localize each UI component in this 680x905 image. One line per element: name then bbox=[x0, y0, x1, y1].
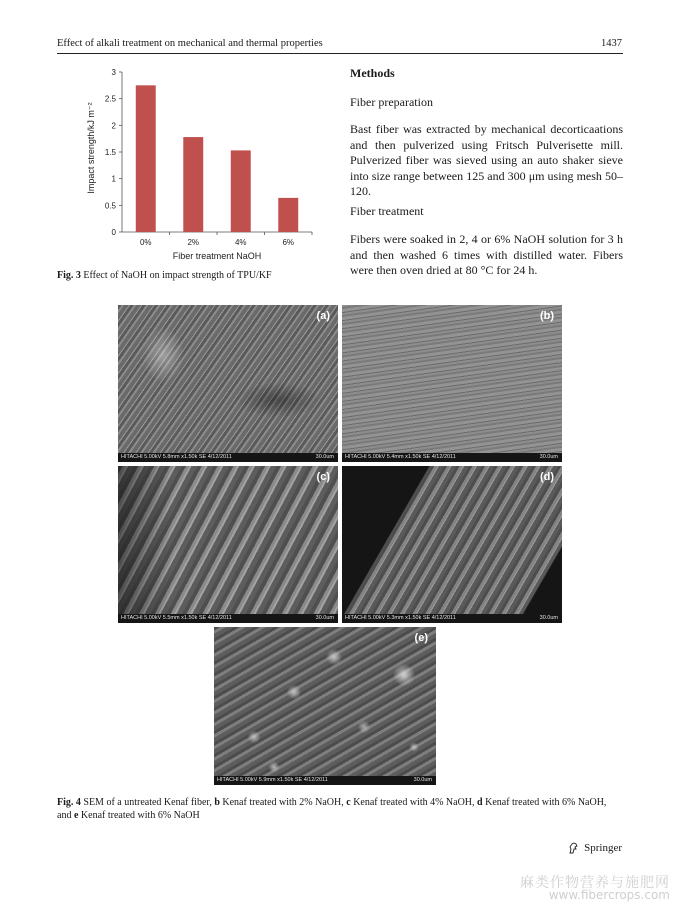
chart-x-axis-label: Fiber treatment NaOH bbox=[172, 251, 262, 261]
panel-tag-d: (d) bbox=[539, 471, 554, 483]
impact-strength-bar-chart bbox=[78, 62, 318, 267]
caption-letter-e: e bbox=[73, 810, 79, 821]
figure-4-caption bbox=[57, 796, 623, 822]
caption-text-a: SEM of a untreated Kenaf fiber, bbox=[80, 797, 215, 808]
caption-letter-d: d bbox=[477, 797, 483, 808]
publisher-logo bbox=[568, 842, 622, 854]
fiber-treatment-paragraph: Fibers were soaked in 2, 4 or 6% NaOH solution for 3 h and then washed 6 times with distilled water. Fibers were then oven dried at 80 °C for 24 h. bbox=[350, 232, 623, 277]
x-tick-label: 0% bbox=[139, 238, 152, 247]
publisher-name: Springer bbox=[584, 842, 622, 854]
sem-info-bar-e bbox=[214, 776, 436, 785]
sem-image-d bbox=[342, 466, 562, 623]
sem-scale-d: 30.0um bbox=[539, 615, 558, 621]
caption-text-d: Kenaf treated with 6% NaOH, and bbox=[57, 797, 607, 821]
x-tick-label: 4% bbox=[234, 238, 247, 247]
bar-0pct bbox=[136, 85, 156, 232]
sem-image-c bbox=[118, 466, 338, 623]
watermark-chinese: 麻类作物营养与施肥网 bbox=[520, 875, 670, 891]
y-tick-label: 1.5 bbox=[104, 148, 116, 157]
sem-info-bar-d bbox=[342, 614, 562, 623]
running-title: Effect of alkali treatment on mechanical and thermal properties bbox=[57, 38, 323, 49]
bar-2pct bbox=[183, 137, 203, 232]
sem-info-e: HITACHI 5.00kV 5.9mm x1.50k SE 4/12/2011 bbox=[217, 777, 328, 783]
fiber-preparation-paragraph: Bast fiber was extracted by mechanical decorticaations and then pulverized using Fritsch Pulverisette mill. Pulverized fiber was sieved using an auto shaker sieve into size range between 125 and 300 μm using mesh 50–120. bbox=[350, 122, 623, 198]
panel-tag-b: (b) bbox=[539, 310, 554, 322]
figure-4-label: Fig. 4 bbox=[57, 797, 81, 808]
sem-info-b: HITACHI 5.00kV 5.4mm x1.50k SE 4/12/2011 bbox=[345, 454, 456, 460]
y-tick-label: 2.5 bbox=[104, 94, 116, 104]
sem-info-bar-b bbox=[342, 453, 562, 462]
sem-image-e bbox=[214, 627, 436, 785]
methods-heading: Methods bbox=[350, 66, 395, 80]
caption-text-e: Kenaf treated with 6% NaOH bbox=[78, 810, 200, 821]
figure-3-caption-text: Effect of NaOH on impact strength of TPU/KF bbox=[83, 270, 272, 281]
sem-scale-a: 30.0um bbox=[315, 454, 334, 460]
chart-y-axis-label: Impact strength/kJ m⁻² bbox=[86, 102, 96, 194]
bar-6pct bbox=[278, 198, 298, 232]
sem-image-b bbox=[342, 305, 562, 462]
sem-info-bar-a bbox=[118, 453, 338, 462]
sem-info-a: HITACHI 5.00kV 5.8mm x1.50k SE 4/12/2011 bbox=[121, 454, 232, 460]
figure-3-caption bbox=[57, 270, 272, 281]
header-rule bbox=[57, 53, 623, 54]
panel-tag-e: (e) bbox=[414, 632, 428, 644]
x-tick-label: 6% bbox=[282, 238, 295, 247]
y-tick-label: 0.5 bbox=[104, 201, 116, 211]
caption-letter-c: c bbox=[346, 797, 351, 808]
sem-scale-e: 30.0um bbox=[413, 777, 432, 783]
springer-horse-icon bbox=[568, 842, 580, 854]
panel-tag-a: (a) bbox=[316, 310, 330, 322]
sem-info-bar-c bbox=[118, 614, 338, 623]
x-tick-label: 2% bbox=[187, 238, 200, 247]
fiber-preparation-heading: Fiber preparation bbox=[350, 95, 433, 109]
panel-tag-c: (c) bbox=[316, 471, 330, 483]
sem-info-d: HITACHI 5.00kV 5.3mm x1.50k SE 4/12/2011 bbox=[345, 615, 456, 621]
sem-image-a bbox=[118, 305, 338, 462]
caption-letter-b: b bbox=[214, 797, 220, 808]
sem-scale-c: 30.0um bbox=[315, 615, 334, 621]
fiber-treatment-heading: Fiber treatment bbox=[350, 204, 424, 218]
caption-text-b: Kenaf treated with 2% NaOH, bbox=[219, 797, 347, 808]
watermark-url: www.fibercrops.com bbox=[548, 888, 670, 902]
y-tick-label: 1 bbox=[111, 174, 116, 184]
figure-3-label: Fig. 3 bbox=[57, 270, 81, 281]
caption-text-c: Kenaf treated with 4% NaOH, bbox=[350, 797, 478, 808]
y-tick-label: 3 bbox=[111, 68, 116, 77]
y-tick-label: 0 bbox=[111, 228, 116, 237]
y-tick-label: 2 bbox=[111, 121, 116, 131]
sem-scale-b: 30.0um bbox=[539, 454, 558, 460]
page-number: 1437 bbox=[601, 38, 622, 49]
sem-info-c: HITACHI 5.00kV 5.5mm x1.50k SE 4/12/2011 bbox=[121, 615, 232, 621]
bar-4pct bbox=[231, 150, 251, 232]
